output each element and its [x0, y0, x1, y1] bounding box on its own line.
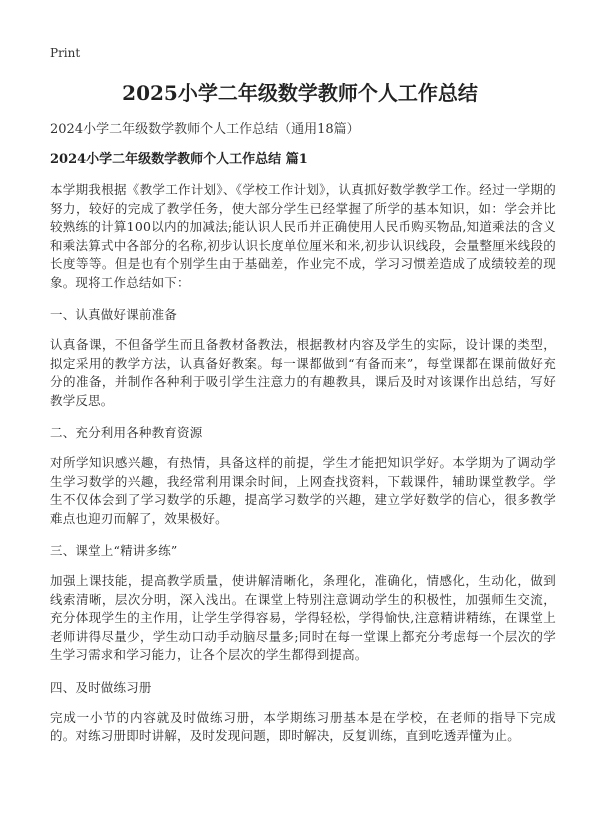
page-title: 2025小学二年级数学教师个人工作总结: [122, 81, 478, 105]
document-subtitle: 2024小学二年级数学教师个人工作总结（通用18篇）: [50, 122, 360, 137]
article-body: [50, 181, 556, 746]
section-3-body: 加强上课技能，提高教学质量，使讲解清晰化，条理化，准确化，情感化，生动化，做到线索清晰，层次分明，深入浅出。在课堂上特别注意调动学生的积极性，加强师生交流，充分体现学生的主作用，让学生学得容易，学得轻松，学得愉快,注意精讲精练，在课堂上老师讲得尽量少，学生动口动手动脑尽量多;同时在每一堂课上都充分考虑每一个层次的学生学习需求和学习能力，让各个层次的学生都得到提高。: [50, 573, 556, 662]
section-3-heading: 三、课堂上“精讲多练”: [50, 543, 178, 558]
article-heading: 2024小学二年级数学教师个人工作总结 篇1: [50, 152, 308, 167]
section-2-body: 对所学知识感兴趣，有热情，具备这样的前提，学生才能把知识学好。本学期为了调动学生学习数学的兴趣，我经常利用课余时间，上网查找资料，下载课件，辅助课堂教学。学生不仅体会到了学习数学的乐趣，提高学习数学的兴趣，建立学好数学的信心，很多教学难点也迎刃而解了，效果极好。: [50, 455, 556, 526]
section-4-body: 完成一小节的内容就及时做练习册，本学期练习册基本是在学校，在老师的指导下完成的。对练习册即时讲解，及时发现问题，即时解决，反复训练，直到吃透弄懂为止。: [50, 709, 556, 743]
section-2-heading: 二、充分利用各种教育资源: [50, 425, 203, 440]
section-1-heading: 一、认真做好课前准备: [50, 307, 178, 322]
section-1-body: 认真备课，不但备学生而且备教材备教法，根据教材内容及学生的实际，设计课的类型，拟定采用的教学方法，认真备好教案。每一课都做到“有备而来”，每堂课都在课前做好充分的准备，并制作各种利于吸引学生注意力的有趣教具，课后及时对该课作出总结，写好教学反思。: [50, 337, 556, 408]
section-4-heading: 四、及时做练习册: [50, 679, 152, 695]
intro-paragraph: 本学期我根据《教学工作计划》、《学校工作计划》，认真抓好数学教学工作。经过一学期的努力，较好的完成了教学任务，使大部分学生已经掌握了所学的基本知识，如：学会并比较熟练的计算100以内的加减法;能认识人民币并正确使用人民币购买物品,知道乘法的含义和乘法算式中各部分的名称,初步认识长度单位厘米和米,初步认识线段，会量整厘米线段的长度等等。但是也有个别学生由于基础差，作业完不成，学习习惯差造成了成绩较差的现象。现将工作总结如下：: [50, 182, 556, 290]
print-link[interactable]: Print: [50, 46, 81, 60]
